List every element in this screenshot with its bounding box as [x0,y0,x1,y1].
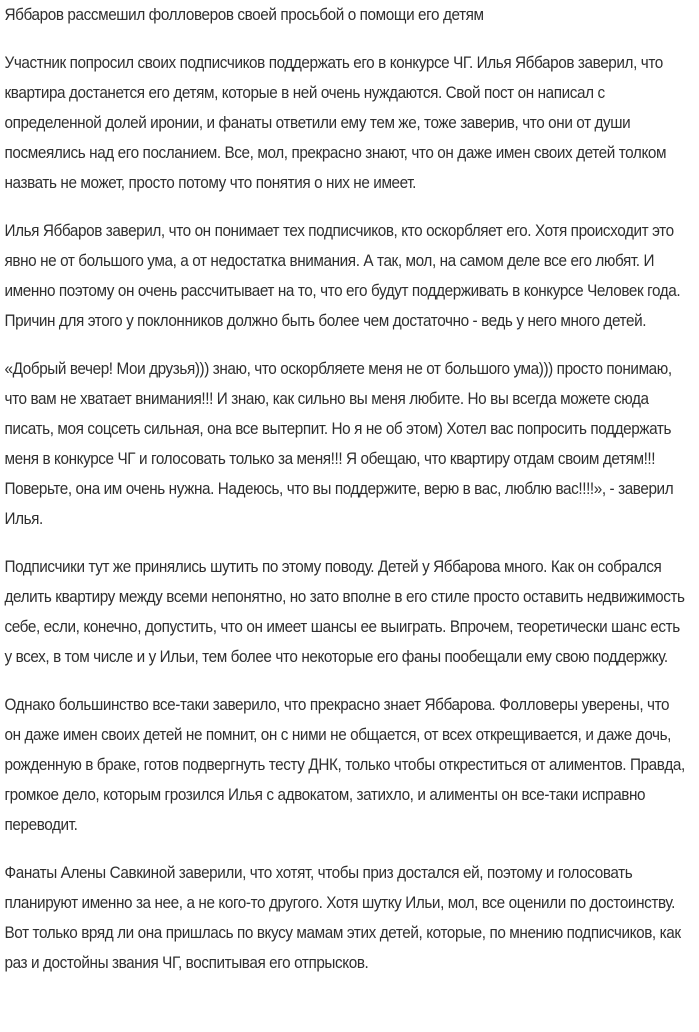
article-paragraph: Участник попросил своих подписчиков поддержать его в конкурсе ЧГ. Илья Яббаров заверил, что квартира достанется его детям, которые в ней очень нуждаются. Свой пост он написал с определенной долей иронии, и фанаты ответили ему тем же, тоже заверив, что они от души посмеялись над его посланием. Все, мол, прекрасно знают, что он даже имен своих детей толком назвать не может, просто потому что понятия о них не имеет. [4,53,667,192]
article-paragraph: Однако большинство все-таки заверило, что прекрасно знает Яббарова. Фолловеры уверены, что он даже имен своих детей не помнит, он с ними не общается, от всех открещивается, и даже дочь, рожденную в браке, готов подвергнуть тесту ДНК, только чтобы откреститься от алиментов. Правда, громкое дело, которым грозился Илья с адвокатом, затихло, и алименты он все-таки исправно переводит. [4,695,685,834]
article-quote-paragraph: «Добрый вечер! Мои друзья))) знаю, что оскорбляете меня не от большого ума))) просто понимаю, что вам не хватает внимания!!! И знаю, как сильно вы меня любите. Но вы всегда можете сюда писать, моя соцсеть сильная, она все вытерпит. Но я не об этом) Хотел вас попросить поддержать меня в конкурсе ЧГ и голосовать только за меня!!! Я обещаю, что квартиру отдам своим детям!!! Поверьте, она им очень нужна. Надеюсь, что вы поддержите, верю в вас, люблю вас!!!!», - заверил Илья. [4,359,674,528]
article-paragraph: Подписчики тут же принялись шутить по этому поводу. Детей у Яббарова много. Как он собрался делить квартиру между всеми непонятно, но зато вполне в его стиле просто оставить недвижимость себе, если, конечно, допустить, что он имеет шансы ее выиграть. Впрочем, теоретически шанс есть у всех, в том числе и у Ильи, тем более что некоторые его фаны пообещали ему свою поддержку. [4,557,685,666]
article-paragraph: Илья Яббаров заверил, что он понимает тех подписчиков, кто оскорбляет его. Хотя происходит это явно не от большого ума, а от недостатка внимания. А так, мол, на самом деле все его любят. И именно поэтому он очень рассчитывает на то, что его будут поддерживать в конкурсе Человек года. Причин для этого у поклонников должно быть более чем достаточно - ведь у него много детей. [4,221,681,330]
article-title: Яббаров рассмешил фолловеров своей просьбой о помощи его детям [4,5,484,24]
article-paragraph: Фанаты Алены Савкиной заверили, что хотят, чтобы приз достался ей, поэтому и голосовать планируют именно за нее, а не кого-то другого. Хотя шутку Ильи, мол, все оценили по достоинству. Вот только вряд ли она пришлась по вкусу мамам этих детей, которые, по мнению подписчиков, как раз и достойны звания ЧГ, воспитывая его отпрысков. [4,863,681,972]
